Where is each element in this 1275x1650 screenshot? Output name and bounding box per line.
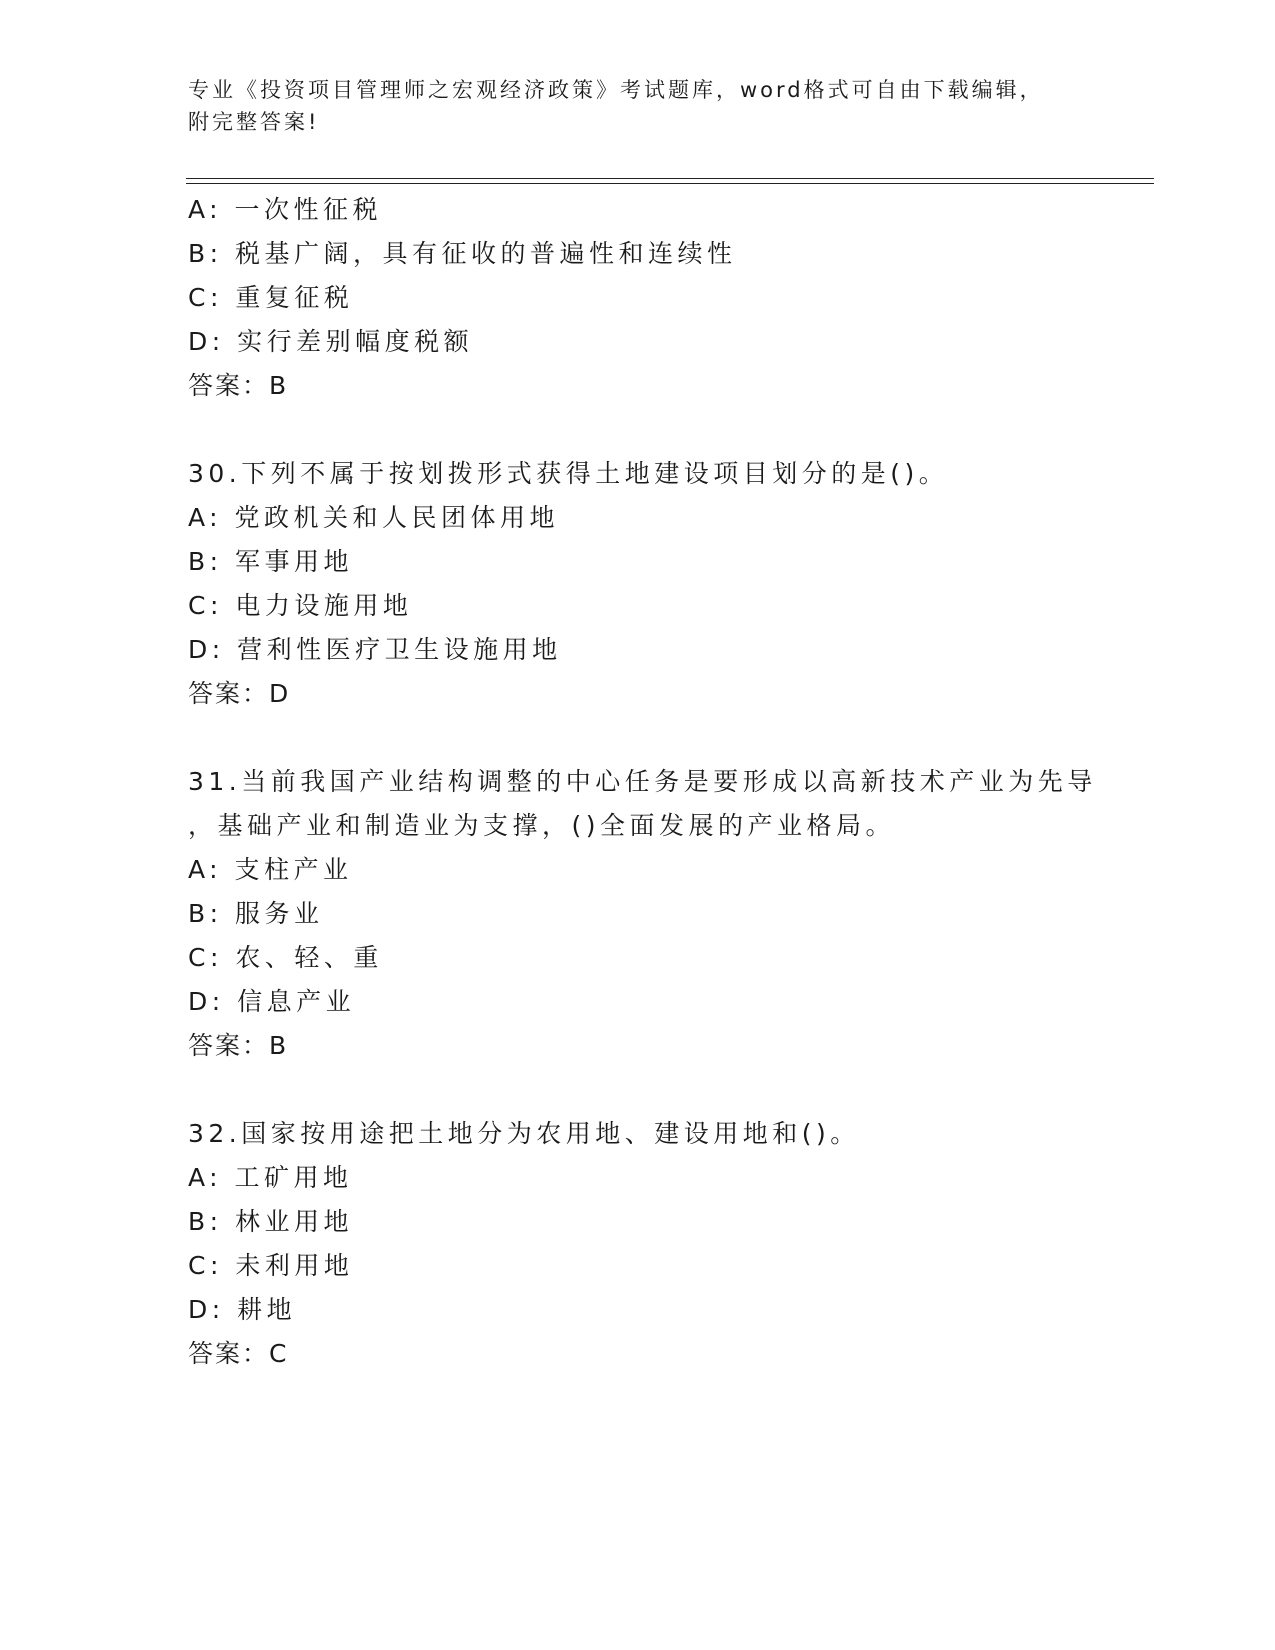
header-divider (186, 178, 1154, 184)
q32-question: 32.国家按用途把土地分为农用地、建设用地和()。 (188, 1119, 860, 1148)
document-header (188, 74, 1088, 138)
q31-option-b: B: 服务业 (188, 899, 324, 928)
q32-option-d: D: 耕地 (188, 1295, 297, 1324)
q31-option-d: D: 信息产业 (188, 987, 356, 1016)
q32-option-b: B: 林业用地 (188, 1207, 354, 1236)
q30-answer: 答案：D (188, 679, 291, 708)
header-line-1: 专业《投资项目管理师之宏观经济政策》考试题库，word格式可自由下载编辑， (188, 78, 1044, 102)
q30-option-d: D: 营利性医疗卫生设施用地 (188, 635, 562, 664)
q31-option-c: C: 农、轻、重 (188, 943, 383, 972)
q30-option-a: A: 党政机关和人民团体用地 (188, 503, 560, 532)
q31-answer: 答案：B (188, 1031, 289, 1060)
q31-option-a: A: 支柱产业 (188, 855, 353, 884)
q29-option-a: A: 一次性征税 (188, 195, 383, 224)
q29-answer: 答案：B (188, 371, 289, 400)
q32-option-c: C: 未利用地 (188, 1251, 354, 1280)
q30-option-b: B: 军事用地 (188, 547, 354, 576)
q30-question: 30.下列不属于按划拨形式获得土地建设项目划分的是()。 (188, 459, 949, 488)
header-line-2: 附完整答案! (188, 110, 320, 134)
q29-option-c: C: 重复征税 (188, 283, 354, 312)
q30-option-c: C: 电力设施用地 (188, 591, 413, 620)
q32-option-a: A: 工矿用地 (188, 1163, 353, 1192)
q31-question-line-2: ，基础产业和制造业为支撑，()全面发展的产业格局。 (188, 811, 896, 840)
q29-option-d: D: 实行差别幅度税额 (188, 327, 474, 356)
q31-question-line-1: 31.当前我国产业结构调整的中心任务是要形成以高新技术产业为先导 (188, 767, 1097, 796)
q32-answer: 答案：C (188, 1339, 289, 1368)
q29-option-b: B: 税基广阔，具有征收的普遍性和连续性 (188, 239, 737, 268)
